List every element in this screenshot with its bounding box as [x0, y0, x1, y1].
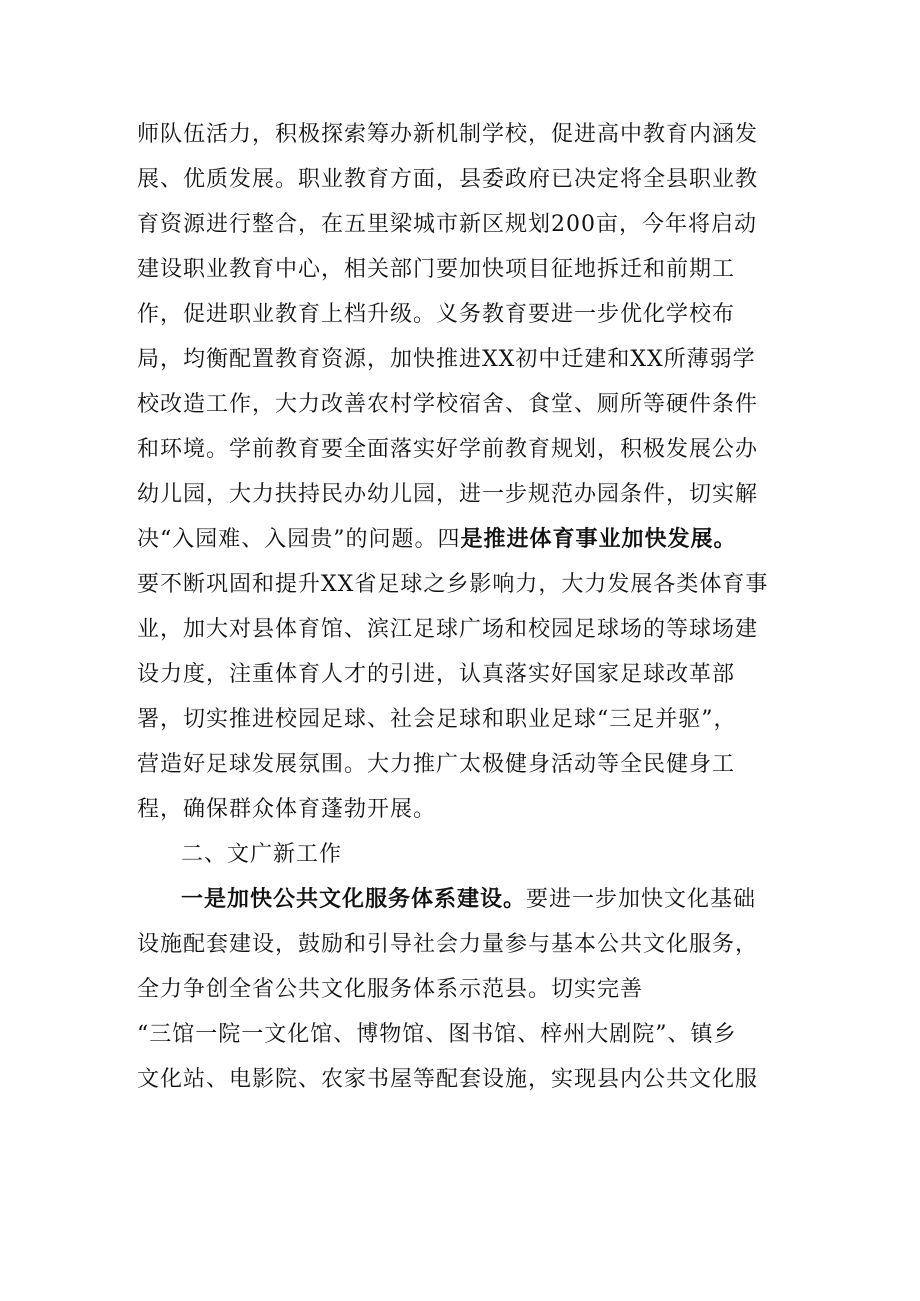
text-line: 营造好足球发展氛围。大力推广太极健身活动等全民健身工	[137, 752, 736, 777]
inline-bold-heading: 是推进体育事业加快发展。	[460, 527, 737, 552]
paragraph-first-line	[137, 877, 787, 922]
text-line-with-heading	[137, 517, 787, 562]
text-span: 决“入园难、入园贵”的问题。四	[137, 527, 461, 552]
text-line: 幼儿园，大力扶持民办幼儿园，进一步规范办园条件，切实解	[137, 482, 759, 507]
inline-bold-heading: 一是加快公共文化服务体系建设。	[181, 887, 527, 912]
text-line: 师队伍活力，积极探索筹办新机制学校，促进高中教育内涵发	[137, 122, 759, 147]
text-line: 署，切实推进校园足球、社会足球和职业足球“三足并驱”，	[137, 707, 737, 732]
text-line: 全力争创全省公共文化服务体系示范县。切实完善	[137, 977, 644, 1002]
text-line: 育资源进行整合，在五里梁城市新区规划200亩，今年将启动	[137, 212, 757, 237]
text-line: “三馆一院一文化馆、博物馆、图书馆、梓州大剧院”、镇乡	[137, 1022, 737, 1047]
text-span: 要进一步加快文化基础	[526, 887, 757, 912]
text-line: 要不断巩固和提升XX省足球之乡影响力，大力发展各类体育事	[137, 572, 769, 597]
text-line: 程，确保群众体育蓬勃开展。	[137, 797, 437, 822]
text-line: 和环境。学前教育要全面落实好学前教育规划，积极发展公办	[137, 437, 759, 462]
text-line: 业，加大对县体育馆、滨江足球广场和校园足球场的等球场建	[137, 617, 759, 642]
document-body	[137, 112, 787, 1102]
text-line: 展、优质发展。职业教育方面，县委政府已决定将全县职业教	[137, 167, 759, 192]
text-line: 作，促进职业教育上档升级。义务教育要进一步优化学校布	[137, 302, 736, 327]
text-line: 文化站、电影院、农家书屋等配套设施，实现县内公共文化服	[137, 1067, 759, 1092]
text-line: 设施配套建设，鼓励和引导社会力量参与基本公共文化服务，	[137, 932, 759, 957]
text-line: 校改造工作，大力改善农村学校宿舍、食堂、厕所等硬件条件	[137, 392, 759, 417]
section-heading: 二、文广新工作	[181, 842, 343, 867]
text-line: 建设职业教育中心，相关部门要加快项目征地拆迁和前期工	[137, 257, 736, 282]
text-line: 局，均衡配置教育资源，加快推进XX初中迁建和XX所薄弱学	[137, 347, 756, 372]
text-line: 设力度，注重体育人才的引进，认真落实好国家足球改革部	[137, 662, 736, 687]
